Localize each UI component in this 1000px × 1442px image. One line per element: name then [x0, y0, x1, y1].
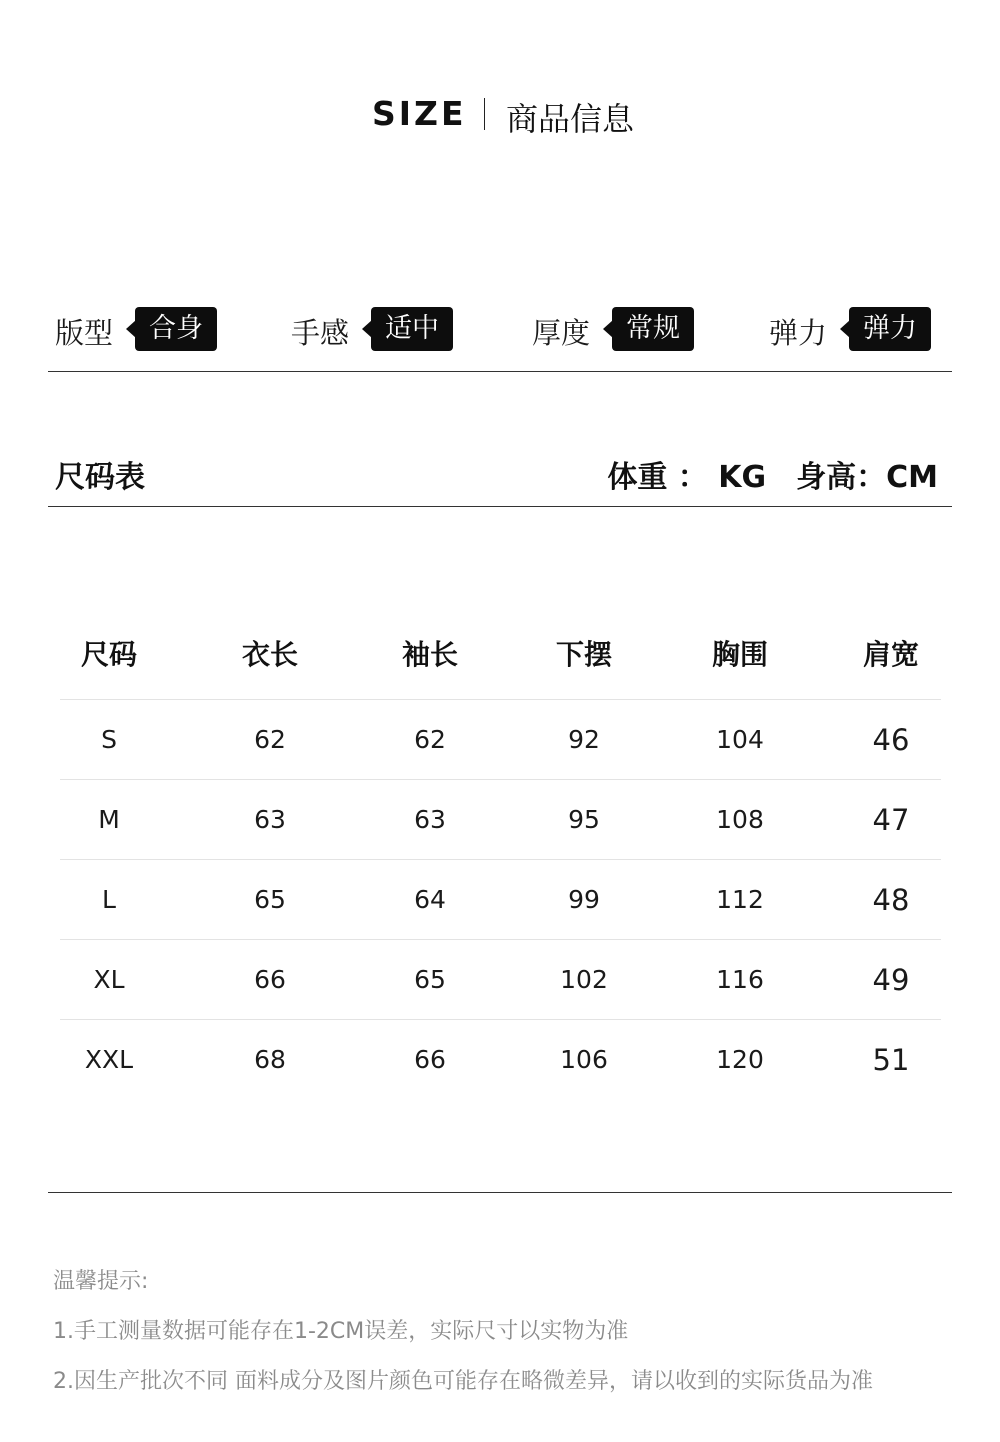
size-chart-header [0, 450, 1000, 494]
column-header: 肩宽 [862, 638, 919, 671]
note-item: 2.因生产批次不同 面料成分及图片颜色可能存在略微差异，请以收到的实际货品为准 [53, 1369, 873, 1394]
table-cell: XL [93, 965, 125, 994]
note-item: 1.手工测量数据可能存在1-2CM误差，实际尺寸以实物为准 [53, 1319, 629, 1344]
table-cell: 99 [568, 885, 600, 914]
table-cell: 63 [414, 805, 446, 834]
column-header: 下摆 [555, 638, 612, 671]
divider-line [48, 506, 952, 507]
table-cell: M [98, 805, 120, 834]
table-cell: 46 [872, 723, 910, 757]
table-cell: 62 [254, 725, 286, 754]
table-cell: 102 [560, 965, 608, 994]
table-cell: 92 [568, 725, 600, 754]
table-cell: 49 [872, 963, 910, 997]
table-cell: 62 [414, 725, 446, 754]
height-unit: 身高：CM [796, 460, 938, 495]
table-cell: 66 [254, 965, 286, 994]
attribute-tag: 常规 [612, 307, 694, 351]
table-row [60, 1020, 941, 1100]
table-cell: 120 [716, 1045, 764, 1074]
notes-section [53, 1266, 993, 1416]
product-info-title: 商品信息 [506, 100, 635, 138]
table-cell: 51 [872, 1043, 910, 1077]
table-cell: L [102, 885, 116, 914]
table-cell: 65 [414, 965, 446, 994]
table-row [60, 860, 941, 940]
table-cell: 65 [254, 885, 286, 914]
attribute-label: 弹力 [769, 316, 828, 350]
notes-title: 温馨提示: [53, 1269, 149, 1294]
attributes-row [0, 307, 1000, 353]
table-cell: XXL [84, 1045, 134, 1074]
table-row [60, 940, 941, 1020]
column-header: 袖长 [401, 638, 458, 671]
table-row [60, 780, 941, 860]
weight-unit: 体重 ： KG [607, 460, 767, 495]
table-cell: 63 [254, 805, 286, 834]
table-cell: 116 [716, 965, 764, 994]
table-cell: 68 [254, 1045, 286, 1074]
table-cell: 112 [716, 885, 764, 914]
divider-line [48, 371, 952, 372]
table-cell: 104 [716, 725, 764, 754]
attribute-tag: 合身 [135, 307, 217, 351]
table-cell: 108 [716, 805, 764, 834]
attribute-tag: 弹力 [849, 307, 931, 351]
column-header: 胸围 [711, 638, 768, 671]
table-cell: 95 [568, 805, 600, 834]
table-header-row [60, 620, 941, 700]
page-header [0, 92, 1000, 140]
size-title: SIZE [372, 94, 467, 133]
table-cell: 47 [872, 803, 910, 837]
column-header: 衣长 [241, 638, 298, 671]
table-row [60, 700, 941, 780]
attribute-label: 手感 [291, 316, 350, 350]
size-table [60, 620, 941, 1100]
table-cell: 64 [414, 885, 446, 914]
table-cell: 48 [872, 883, 910, 917]
attribute-tag: 适中 [371, 307, 453, 351]
divider-line [48, 1192, 952, 1193]
column-header: 尺码 [80, 638, 137, 671]
units-legend [607, 452, 938, 496]
attribute-label: 版型 [55, 316, 114, 350]
table-cell: 66 [414, 1045, 446, 1074]
size-chart-title: 尺码表 [55, 460, 145, 495]
title-divider [484, 98, 485, 130]
attribute-label: 厚度 [532, 316, 591, 350]
table-cell: 106 [560, 1045, 608, 1074]
table-cell: S [101, 725, 117, 754]
